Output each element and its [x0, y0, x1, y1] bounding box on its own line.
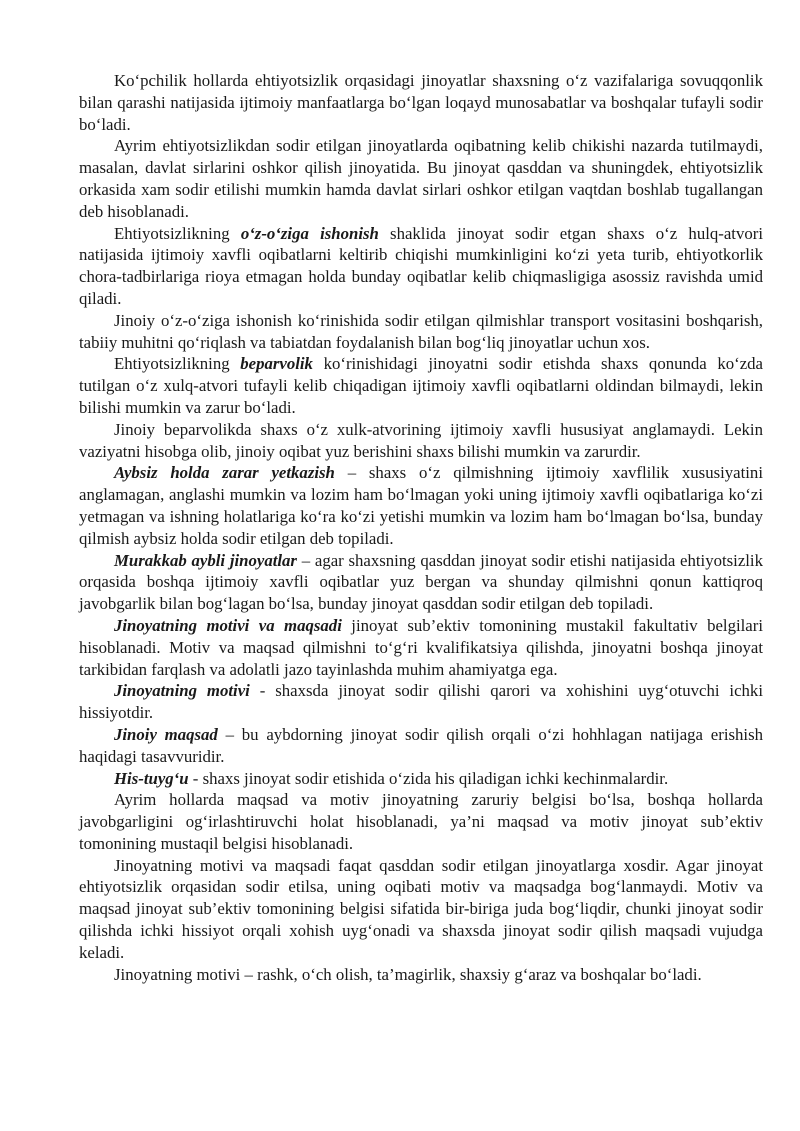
paragraph-text: jinoyat sub’ektiv tomonining mustakil fakultativ belgilari hisoblanadi. Motiv va maqsad qilmishni to‘g‘ri kvalifikatsiya qilishda, jinoyatni boshqa jinoyat tarkibidan farqlash va adolatli jazo tayinlashda muhim ahamiyatga ega.	[79, 615, 763, 679]
paragraph-text: Ayrim ehtiyotsizlikdan sodir etilgan jinoyatlarda oqibatning kelib chikishi nazarda tutilmaydi, masalan, davlat sirlarini oshkor qilish jinoyatida. Bu jinoyat qasddan va shuningdek, ehtiyotsizlik orkasida xam sodir etilishi mumkin hamda davlat sirlari oshkor etilgan vaqtdan boshlab tugallangan deb hisoblanadi.	[79, 136, 763, 221]
paragraph-2	[79, 135, 763, 222]
paragraph-text: - shaxs jinoyat sodir etishida o‘zida his qiladigan ichki kechinmalardir.	[188, 768, 669, 788]
paragraph-text: Jinoiy beparvolikda shaxs o‘z xulk-atvorining ijtimoiy xavfli hususiyat anglamaydi. Lekin vaziyatni hisobga olib, jinoiy oqibat yuz berishini shaxs bilishi mumkin va zarurdir.	[79, 419, 763, 461]
paragraph-6	[79, 419, 763, 463]
paragraph-8	[79, 550, 763, 615]
paragraph-text: – shaxs o‘z qilmishning ijtimoiy xavflilik xususiyatini anglamagan, anglashi mumkin va lozim ham bo‘lmagan yoki uning ijtimoiy xavfli oqibatlariga ko‘zi yetmagan va ishning holatlariga ko‘ra ko‘zi yetishi mumkin va lozim ham bo‘lmagan bo‘lsa, bunday qilmish aybsiz holda sodir etilgan deb topiladi.	[79, 463, 763, 548]
term-emotion: His-tuyg‘u	[114, 768, 189, 788]
term-motive-and-purpose: Jinoyatning motivi va maqsadi	[114, 615, 342, 635]
term-criminal-purpose: Jinoiy maqsad	[114, 724, 218, 744]
paragraph-lead: Ehtiyotsizlikning	[114, 354, 241, 374]
paragraph-1	[79, 70, 763, 135]
term-motive: Jinoyatning motivi	[114, 681, 250, 701]
paragraph-3	[79, 223, 763, 310]
term-self-confidence: o‘z-o‘ziga ishonish	[240, 223, 379, 243]
paragraph-12	[79, 768, 763, 790]
paragraph-9	[79, 615, 763, 680]
paragraph-text: – agar shaxsning qasddan jinoyat sodir etishi natijasida ehtiyotsizlik orqasida boshqa ijtimoiy xavfli oqibatlar yuz bergan va shunday qilmishni qonun kattiqroq javobgarlik bilan bog‘lagan bo‘lsa, bunday jinoyat qasddan sodir etilgan deb topiladi.	[79, 550, 763, 614]
term-complex-guilt-crimes: Murakkab aybli jinoyatlar	[114, 550, 297, 570]
paragraph-text: shaklida jinoyat sodir etgan shaxs o‘z hulq-atvori natijasida ijtimoiy xavfli oqibatlarni keltirib chiqishi mumkinligini ko‘zi yeta turib, ehtiyotkorlik chora-tadbirlariga rioya etmagan holda bunday oqibatlar kelib chiqmasligiga asossiz ravishda umid qiladi.	[79, 223, 763, 308]
paragraph-5	[79, 353, 763, 418]
paragraph-text: - shaxsda jinoyat sodir qilishi qarori va xohishini uyg‘otuvchi ichki hissiyotdir.	[79, 681, 763, 723]
paragraph-text: Jinoyatning motivi – rashk, o‘ch olish, ta’magirlik, shaxsiy g‘araz va boshqalar bo‘ladi.	[114, 964, 702, 984]
term-innocent-harm: Aybsiz holda zarar yetkazish	[114, 463, 335, 483]
term-negligence: beparvolik	[240, 354, 313, 374]
paragraph-10	[79, 680, 763, 724]
paragraph-4	[79, 310, 763, 354]
paragraph-7	[79, 462, 763, 549]
paragraph-text: Jinoiy o‘z-o‘ziga ishonish ko‘rinishida sodir etilgan qilmishlar transport vositasini boshqarish, tabiiy muhitni qo‘riqlash va tabiatdan foydalanish bilan bog‘liq jinoyatlar uchun xos.	[79, 310, 763, 352]
paragraph-text: – bu aybdorning jinoyat sodir qilish orqali o‘zi hohhlagan natijaga erishish haqidagi tasavvuridir.	[79, 724, 763, 766]
paragraph-text: Ko‘pchilik hollarda ehtiyotsizlik orqasidagi jinoyatlar shaxsning o‘z vazifalariga sovuqqonlik bilan qarashi natijasida ijtimoiy manfaatlarga bo‘lgan loqayd munosabatlar va boshqalar tufayli sodir bo‘ladi.	[79, 71, 763, 134]
paragraph-text: Jinoyatning motivi va maqsadi faqat qasddan sodir etilgan jinoyatlarga xosdir. Agar jinoyat ehtiyotsizlik orqasidan sodir etilsa, uning oqibati motiv va maqsadga bog‘lanmaydi. Motiv va maqsad jinoyat sub’ektiv tomonining belgisi sifatida bir-biriga juda bog‘liqdir, chunki jinoyat sodir qilishda ichki hissiyot orqali xohish uyg‘onadi va shaxsda jinoyat sodir qilish maqsadi vujudga keladi.	[79, 855, 763, 962]
paragraph-lead: Ehtiyotsizlikning	[114, 223, 241, 243]
paragraph-text: ko‘rinishidagi jinoyatni sodir etishda shaxs qonunda ko‘zda tutilgan o‘z xulq-atvori tufayli kelib chiqadigan ijtimoiy xavfli oqibatlarni oldindan bilmaydi, lekin bilishi mumkin va zarur bo‘ladi.	[79, 354, 763, 417]
paragraph-11	[79, 724, 763, 768]
paragraph-13	[79, 789, 763, 854]
paragraph-14	[79, 855, 763, 964]
paragraph-15	[79, 964, 763, 986]
paragraph-text: Ayrim hollarda maqsad va motiv jinoyatning zaruriy belgisi bo‘lsa, boshqa hollarda javobgarligini og‘irlashtiruvchi holat hisoblanadi, ya’ni maqsad va motiv jinoyat sub’ektiv tomonining mustaqil belgisi hisoblanadi.	[79, 790, 763, 853]
document-page	[79, 70, 763, 985]
